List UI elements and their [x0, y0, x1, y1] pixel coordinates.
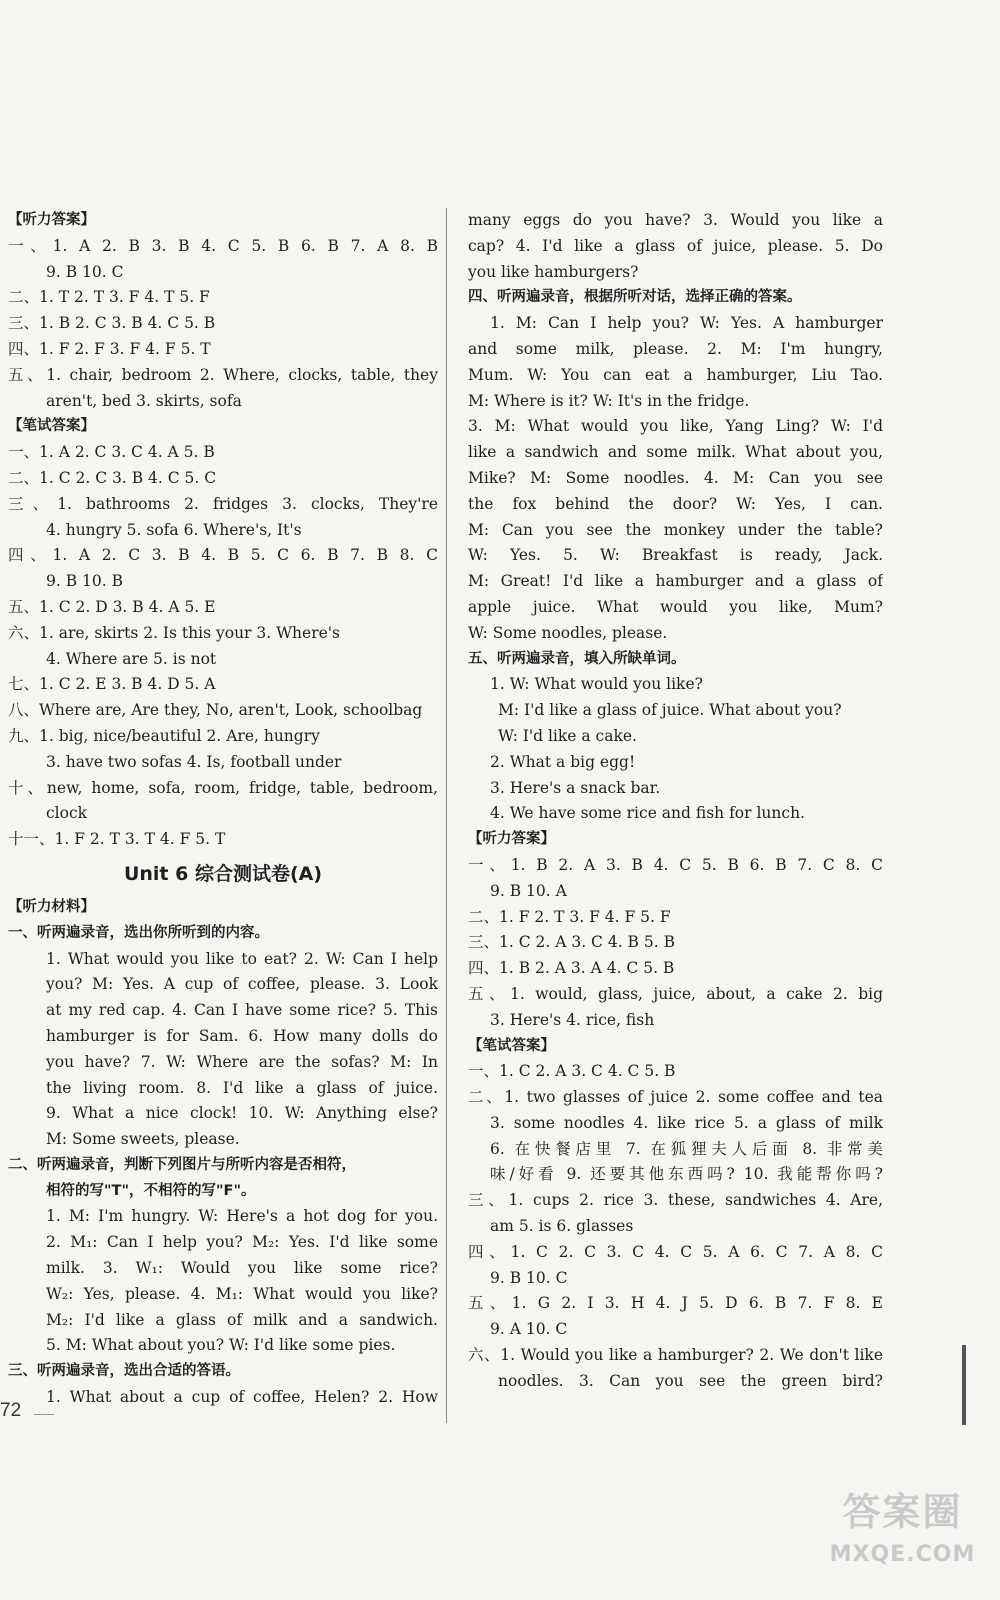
answer-line: 1. W: What would you like? — [490, 675, 703, 694]
answer-line: 四、1. B 2. A 3. A 4. C 5. B — [468, 959, 675, 978]
answer-line: am 5. is 6. glasses — [490, 1217, 634, 1236]
answer-line: 四、1. F 2. F 3. F 4. F 5. T — [8, 339, 211, 358]
answer-line: and some milk, please. 2. M: I'm hungry, — [468, 339, 883, 358]
answer-line: you? M: Yes. A cup of coffee, please. 3. Look — [46, 975, 438, 994]
section-title: Unit 6 综合测试卷(A) — [123, 862, 323, 885]
answer-line: W: Some noodles, please. — [468, 623, 668, 642]
answer-line: M: Where is it? W: It's in the fridge. — [468, 391, 750, 410]
answer-line: noodles. 3. Can you see the green bird? — [498, 1371, 883, 1390]
answer-line: clock — [46, 804, 88, 823]
answer-line: 9. A 10. C — [490, 1320, 568, 1339]
answer-line: 9. B 10. A — [490, 881, 567, 900]
answer-line: 二、1. C 2. C 3. B 4. C 5. C — [8, 468, 217, 487]
section-heading: 【听力答案】 — [468, 831, 555, 848]
answer-line: 9. B 10. B — [46, 572, 124, 591]
answer-line: 4. Where are 5. is not — [46, 649, 217, 668]
answer-line: 3. some noodles 4. like rice 5. a glass of milk — [490, 1113, 883, 1132]
answer-line: 六、1. are, skirts 2. Is this your 3. Where's — [8, 623, 340, 642]
right-column — [468, 208, 883, 1395]
answer-line: 3. have two sofas 4. Is, football under — [46, 752, 342, 771]
answer-line: 二、1. two glasses of juice 2. some coffee and tea — [468, 1088, 883, 1107]
answer-line: 6. 在快餐店里 7. 在狐狸夫人后面 8. 非常美 — [490, 1139, 883, 1158]
answer-line: 9. B 10. C — [490, 1268, 568, 1287]
answer-line: 9. B 10. C — [46, 262, 124, 281]
answer-line: 1. M: Can I help you? W: Yes. A hamburger — [490, 314, 883, 333]
page-number-rule — [34, 1414, 54, 1415]
answer-line: 3. M: What would you like, Yang Ling? W: I'd — [468, 417, 883, 436]
watermark-title: 答案圈 — [842, 1490, 963, 1534]
answer-line: 三、1. bathrooms 2. fridges 3. clocks, They're — [8, 494, 438, 513]
answer-line: 3. Here's a snack bar. — [490, 778, 661, 797]
answer-line: W₂: Yes, please. 4. M₁: What would you like? — [46, 1284, 438, 1303]
answer-line: 1. M: I'm hungry. W: Here's a hot dog for you. — [46, 1207, 438, 1226]
answer-line: 三、1. cups 2. rice 3. these, sandwiches 4. Are, — [468, 1191, 883, 1210]
answer-line: Mike? M: Some noodles. 4. M: Can you see — [468, 468, 883, 487]
watermark-url: MXQE.COM — [829, 1542, 976, 1567]
answer-line: 一、1. B 2. A 3. B 4. C 5. B 6. B 7. C 8. C — [468, 855, 883, 874]
answer-line: aren't, bed 3. skirts, sofa — [46, 391, 242, 410]
answer-line: 六、1. Would you like a hamburger? 2. We don't like — [468, 1346, 883, 1365]
column-divider — [446, 208, 447, 1423]
section-heading: 一、听两遍录音，选出你所听到的内容。 — [8, 924, 269, 941]
answer-line: 味/好看 9. 还要其他东西吗? 10. 我能帮你吗? — [490, 1165, 883, 1184]
section-heading: 【听力答案】 — [8, 212, 95, 228]
answer-line: 四、1. C 2. C 3. C 4. C 5. A 6. C 7. A 8. C — [468, 1242, 883, 1261]
answer-line: 八、Where are, Are they, No, aren't, Look, schoolbag — [8, 701, 423, 720]
answer-line: at my red cap. 4. Can I have some rice? 5. This — [46, 1001, 438, 1020]
answer-line: hamburger is for Sam. 6. How many dolls do — [46, 1026, 438, 1045]
answer-line: 五、1. C 2. D 3. B 4. A 5. E — [8, 597, 216, 616]
answer-line: M: I'd like a glass of juice. What about you? — [498, 701, 842, 720]
answer-line: 2. M₁: Can I help you? M₂: Yes. I'd like some — [46, 1233, 438, 1252]
answer-line: 十一、1. F 2. T 3. T 4. F 5. T — [8, 830, 226, 849]
watermark-logo — [815, 1482, 990, 1592]
answer-line: 1. What about a cup of coffee, Helen? 2. How — [46, 1388, 438, 1407]
answer-line: 三、1. B 2. C 3. B 4. C 5. B — [8, 314, 216, 333]
section-heading: 五、听两遍录音，填入所缺单词。 — [468, 650, 686, 667]
answer-line: 一、1. C 2. A 3. C 4. C 5. B — [468, 1062, 676, 1081]
answer-line: 1. What would you like to eat? 2. W: Can I help — [46, 949, 438, 968]
answer-line: 二、1. T 2. T 3. F 4. T 5. F — [8, 288, 210, 307]
section-heading: 三、听两遍录音，选出合适的答语。 — [8, 1363, 240, 1380]
answer-line: M: Some sweets, please. — [46, 1130, 240, 1149]
page-number: 72 — [0, 1400, 22, 1421]
answer-line: 5. M: What about you? W: I'd like some pies. — [46, 1336, 396, 1355]
answer-line: M: Great! I'd like a hamburger and a glass of — [468, 572, 883, 591]
answer-line: you like hamburgers? — [468, 262, 639, 281]
answer-line: 一、1. A 2. B 3. B 4. C 5. B 6. B 7. A 8. B — [8, 236, 438, 255]
section-heading: 二、听两遍录音，判断下列图片与所听内容是否相符， — [8, 1156, 356, 1173]
answer-line: cap? 4. I'd like a glass of juice, please. 5. Do — [468, 236, 883, 255]
left-column — [8, 208, 438, 1411]
answer-line: 4. We have some rice and fish for lunch. — [490, 804, 805, 823]
answer-line: M₂: I'd like a glass of milk and a sandwich. — [46, 1310, 438, 1329]
answer-line: 四、1. A 2. C 3. B 4. B 5. C 6. B 7. B 8. C — [8, 546, 438, 565]
answer-line: milk. 3. W₁: Would you like some rice? — [46, 1259, 438, 1278]
answer-line: 4. hungry 5. sofa 6. Where's, It's — [46, 520, 302, 539]
answer-line: 五、1. would, glass, juice, about, a cake 2. big — [468, 984, 883, 1003]
answer-line: W: I'd like a cake. — [498, 726, 637, 745]
answer-line: 九、1. big, nice/beautiful 2. Are, hungry — [8, 726, 320, 745]
answer-line: apple juice. What would you like, Mum? — [468, 597, 883, 616]
answer-line: 9. What a nice clock! 10. W: Anything else? — [46, 1104, 438, 1123]
answer-line: W: Yes. 5. W: Breakfast is ready, Jack. — [468, 546, 883, 565]
answer-line: 十、new, home, sofa, room, fridge, table, bedroom, — [8, 778, 438, 797]
answer-line: 五、1. G 2. I 3. H 4. J 5. D 6. B 7. F 8. E — [468, 1294, 883, 1313]
answer-line: many eggs do you have? 3. Would you like a — [468, 211, 883, 229]
scan-edge-mark — [962, 1345, 966, 1425]
answer-line: you have? 7. W: Where are the sofas? M: In — [46, 1052, 438, 1071]
section-heading: 【笔试答案】 — [8, 418, 95, 435]
section-heading: 相符的写"T"，不相符的写"F"。 — [46, 1182, 256, 1199]
answer-line: 三、1. C 2. A 3. C 4. B 5. B — [468, 933, 675, 952]
answer-line: 五、1. chair, bedroom 2. Where, clocks, table, they — [8, 365, 438, 384]
answer-line: 3. Here's 4. rice, fish — [490, 1010, 655, 1029]
section-heading: 【听力材料】 — [8, 898, 95, 915]
answer-line: 二、1. F 2. T 3. F 4. F 5. F — [468, 907, 671, 926]
answer-line: 七、1. C 2. E 3. B 4. D 5. A — [8, 675, 216, 694]
answer-line: Mum. W: You can eat a hamburger, Liu Tao. — [468, 365, 883, 384]
section-heading: 【笔试答案】 — [468, 1037, 555, 1054]
answer-line: M: Can you see the monkey under the table? — [468, 520, 883, 539]
answer-line: the living room. 8. I'd like a glass of juice. — [46, 1078, 438, 1097]
answer-line: 一、1. A 2. C 3. C 4. A 5. B — [8, 443, 215, 462]
answer-line: the fox behind the door? W: Yes, I can. — [468, 494, 883, 513]
answer-line: like a sandwich and some milk. What about you, — [468, 443, 883, 462]
answer-line: 2. What a big egg! — [490, 752, 636, 771]
section-heading: 四、听两遍录音，根据所听对话，选择正确的答案。 — [468, 289, 802, 306]
